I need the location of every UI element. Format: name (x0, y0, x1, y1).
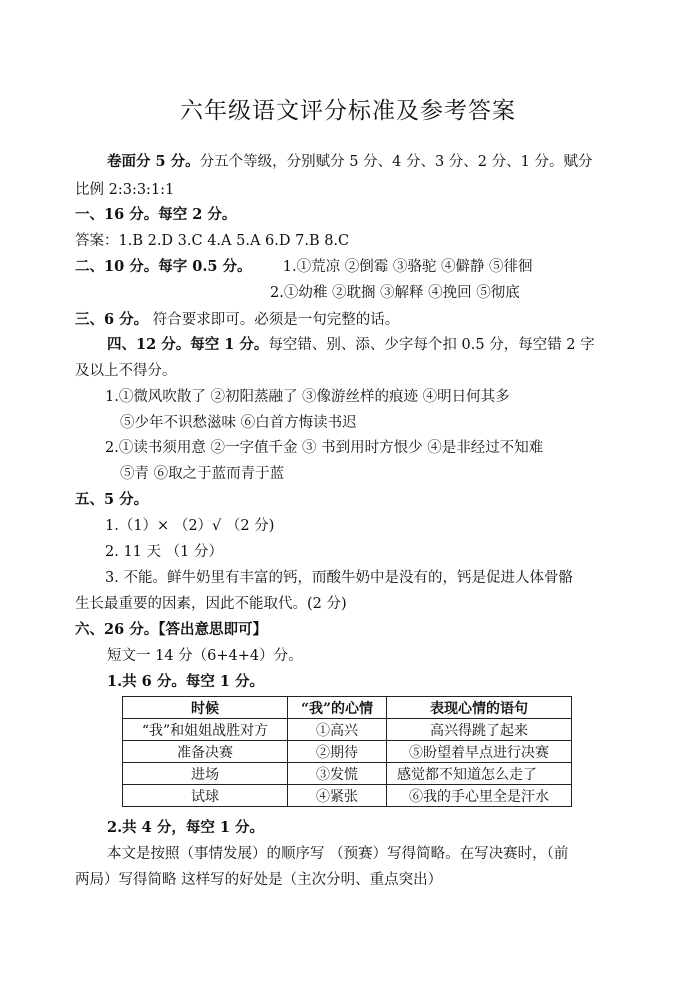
table-cell: ⑤盼望着早点进行决赛 (387, 741, 572, 763)
table-header: 表现心情的语句 (387, 697, 572, 719)
section-4-q1-row-b: ⑤少年不识愁滋味 ⑥白首方悔读书迟 (120, 415, 357, 431)
table-header: “我”的心情 (288, 697, 387, 719)
section-2-row-1: 1.①荒凉 ②倒霉 ③骆驼 ④僻静 ⑤徘徊 (282, 259, 533, 275)
table-cell: “我”和姐姐战胜对方 (123, 719, 288, 741)
table-cell: 高兴得跳了起来 (387, 719, 572, 741)
table-cell: ③发慌 (288, 763, 387, 785)
section-5-q2: 2. 11 天 （1 分） (105, 544, 223, 560)
section-4-q2-row-b: ⑤青 ⑥取之于蓝而青于蓝 (120, 466, 285, 482)
neatness-text: 分五个等级，分别赋分 5 分、4 分、3 分、2 分、1 分。赋分 (199, 154, 593, 170)
section-6-heading: 六、26 分。 (75, 621, 159, 638)
section-6-q2: 2.共 4 分，每空 1 分。 (107, 819, 265, 836)
section-2-row-2: 2.①幼稚 ②耽搁 ③解释 ④挽回 ⑤彻底 (270, 285, 520, 301)
section-5-heading: 五、5 分。 (75, 491, 149, 508)
section-5-q1: 1.（1）× （2）√ （2 分) (105, 518, 275, 534)
neatness-line (107, 152, 592, 172)
table-cell: ②期待 (288, 741, 387, 763)
table-row (123, 741, 572, 763)
neatness-ratio: 比例 2:3:3:1:1 (75, 182, 175, 198)
section-3-heading: 三、6 分。 (75, 311, 149, 328)
table-row (123, 763, 572, 785)
section-6-q2-a: 本文是按照（事情发展）的顺序写 （预赛）写得简略。在写决赛时，（前 (107, 846, 569, 862)
section-6-note: 【答出意思即可】 (158, 621, 267, 638)
section-5-q3-b: 生长最重要的因素，因此不能取代。(2 分) (75, 596, 347, 612)
table-cell: 感觉都不知道怎么走了 (387, 763, 572, 785)
section-4-q2-row-a: 2.①读书须用意 ②一字值千金 ③ 书到用时方恨少 ④是非经过不知难 (105, 440, 544, 456)
section-6-subtitle: 短文一 14 分（6+4+4）分。 (107, 648, 303, 664)
section-1-heading: 一、16 分。每空 2 分。 (75, 206, 237, 223)
section-4-text: 每空错、别、添、少字每个扣 0.5 分，每空错 2 字 (268, 337, 595, 353)
section-3-text: 符合要求即可。必须是一句完整的话。 (152, 312, 400, 328)
table-cell: 进场 (123, 763, 288, 785)
page-title: 六年级语文评分标准及参考答案 (180, 98, 516, 124)
table-row (123, 785, 572, 807)
section-6-q2-b: 两局）写得简略 这样写的好处是（主次分明、重点突出） (75, 872, 443, 888)
table-cell: ①高兴 (288, 719, 387, 741)
section-3-line (75, 310, 399, 330)
section-6-q1: 1.共 6 分。每空 1 分。 (107, 673, 265, 690)
table-cell: 试球 (123, 785, 288, 807)
table-cell: ④紧张 (288, 785, 387, 807)
table-cell: 准备决赛 (123, 741, 288, 763)
section-4-heading: 四、12 分。每空 1 分。 (107, 336, 269, 353)
section-2-heading: 二、10 分。每字 0.5 分。 (75, 258, 252, 275)
emotion-table (122, 696, 572, 807)
table-header-row (123, 697, 572, 719)
section-2-line-1 (75, 257, 533, 277)
table-header: 时候 (123, 697, 288, 719)
neatness-heading: 卷面分 5 分。 (107, 153, 200, 170)
section-6-line (75, 620, 267, 640)
table-cell: ⑥我的手心里全是汗水 (387, 785, 572, 807)
table-row (123, 719, 572, 741)
section-1-answers: 答案：1.B 2.D 3.C 4.A 5.A 6.D 7.B 8.C (75, 233, 350, 249)
section-4-line (107, 335, 595, 355)
section-4-cont: 及以上不得分。 (75, 363, 177, 379)
section-5-q3-a: 3. 不能。鲜牛奶里有丰富的钙，而酸牛奶中是没有的，钙是促进人体骨骼 (105, 570, 573, 586)
section-4-q1-row-a: 1.①微风吹散了 ②初阳蒸融了 ③像游丝样的痕迹 ④明日何其多 (105, 389, 510, 405)
